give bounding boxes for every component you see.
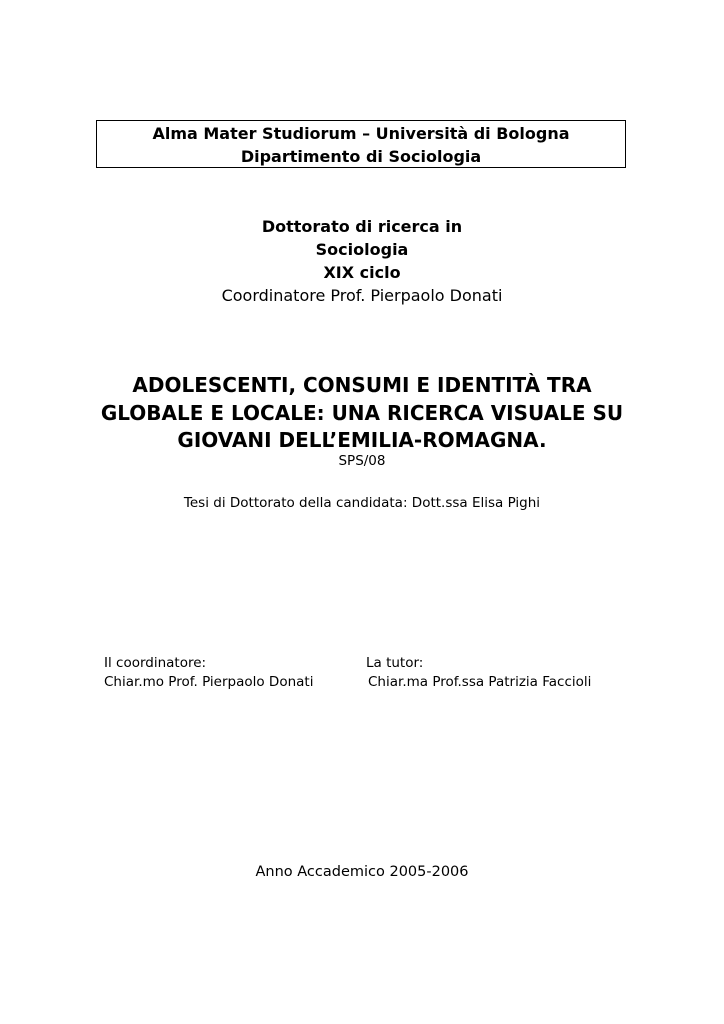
doctorate-coordinator: Coordinatore Prof. Pierpaolo Donati [221,286,503,305]
tutor-label: La tutor: [366,655,424,671]
tutor-signature [366,654,591,692]
thesis-title-line-3: GIOVANI DELL’EMILIA-ROMAGNA. [177,428,547,452]
doctorate-subject: Sociologia [315,240,409,259]
scientific-sector: SPS/08 [338,453,386,469]
academic-year: Anno Accademico 2005-2006 [255,864,469,880]
thesis-title-line-2: GLOBALE E LOCALE: UNA RICERCA VISUALE SU [100,400,624,425]
tutor-name: Chiar.ma Prof.ssa Patrizia Faccioli [368,674,592,690]
coordinator-label: Il coordinatore: [104,655,207,671]
university-name: Alma Mater Studiorum – Università di Bologna [152,124,570,143]
institution-header-box [96,120,626,168]
doctorate-cycle: XIX ciclo [323,263,401,282]
doctorate-block [0,215,724,307]
coordinator-signature [104,654,313,692]
thesis-title-line-1: ADOLESCENTI, CONSUMI E IDENTITÀ TRA [132,373,592,397]
thesis-title [0,372,724,455]
department-name: Dipartimento di Sociologia [240,147,482,166]
coordinator-name: Chiar.mo Prof. Pierpaolo Donati [104,674,314,690]
doctorate-line: Dottorato di ricerca in [261,217,463,236]
candidate-line: Tesi di Dottorato della candidata: Dott.ssa Elisa Pighi [183,495,541,511]
